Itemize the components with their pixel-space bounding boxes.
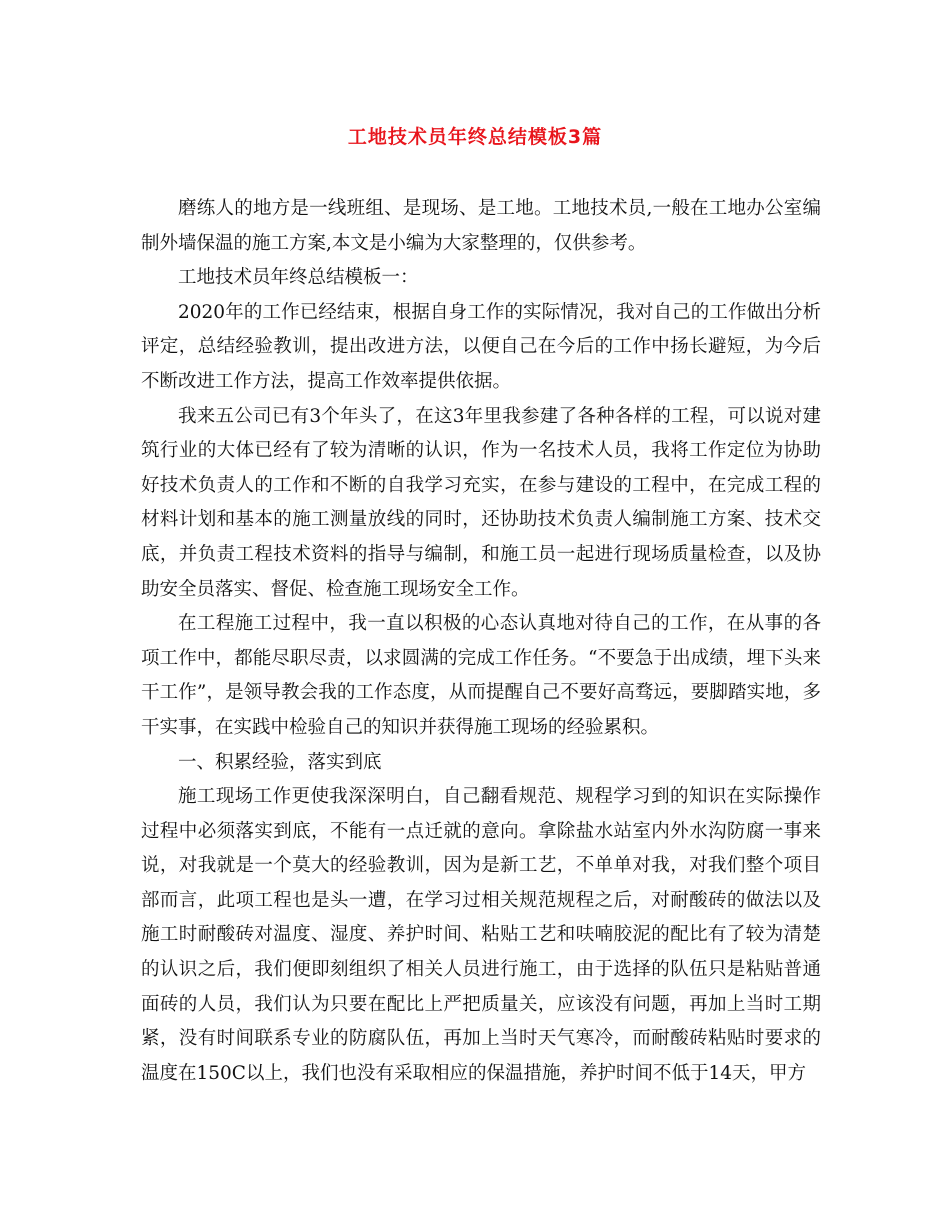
paragraph-attitude: 在工程施工过程中，我一直以积极的心态认真地对待自己的工作，在从事的各项工作中，都能尽职尽责，以求圆满的完成工作任务。“不要急于出成绩，埋下头来干工作”，是领导教会我的工作态度，从而提醒自己不要好高骛远，要脚踏实地，多干实事，在实践中检验自己的知识并获得施工现场的经验累积。	[141, 613, 821, 738]
paragraph-template-heading: 工地技术员年终总结模板一：	[178, 267, 419, 289]
paragraph-lesson: 施工现场工作更使我深深明白，自己翻看规范、规程学习到的知识在实际操作过程中必须落实到底，不能有一点迁就的意向。拿除盐水站室内外水沟防腐一事来说，对我就是一个莫大的经验教训，因为是新工艺，不单单对我，对我们整个项目部而言，此项工程也是头一遭，在学习过相关规范规程之后，对耐酸砖的做法以及施工时耐酸砖对温度、湿度、养护时间、粘贴工艺和呋喃胶泥的配比有了较为清楚的认识之后，我们便即刻组织了相关人员进行施工，由于选择的队伍只是粘贴普通面砖的人员，我们认为只要在配比上严把质量关，应该没有问题，再加上当时工期紧，没有时间联系专业的防腐队伍，再加上当时天气寒冷，而耐酸砖粘贴时要求的温度在150C以上，我们也没有采取相应的保温措施，养护时间不低于14天，甲方	[141, 786, 821, 1084]
paragraph-intro: 磨练人的地方是一线班组、是现场、是工地。工地技术员,一般在工地办公室编制外墙保温的施工方案,本文是小编为大家整理的，仅供参考。	[141, 198, 821, 254]
paragraph-experience: 我来五公司已有3个年头了，在这3年里我参建了各种各样的工程，可以说对建筑行业的大体已经有了较为清晰的认识，作为一名技术人员，我将工作定位为协助好技术负责人的工作和不断的自我学习充实，在参与建设的工程中，在完成工程的材料计划和基本的施工测量放线的同时，还协助技术负责人编制施工方案、技术交底，并负责工程技术资料的指导与编制，和施工员一起进行现场质量检查，以及协助安全员落实、督促、检查施工现场安全工作。	[141, 405, 821, 600]
paragraph-summary: 2020年的工作已经结束，根据自身工作的实际情况，我对自己的工作做出分析评定，总结经验教训，提出改进方法，以便自己在今后的工作中扬长避短，为今后不断改进工作方法，提高工作效率提供依据。	[141, 301, 821, 392]
section-heading-1: 一、积累经验，落实到底	[178, 751, 382, 773]
document-body	[141, 192, 821, 1091]
document-title: 工地技术员年终总结模板3篇	[347, 126, 603, 148]
